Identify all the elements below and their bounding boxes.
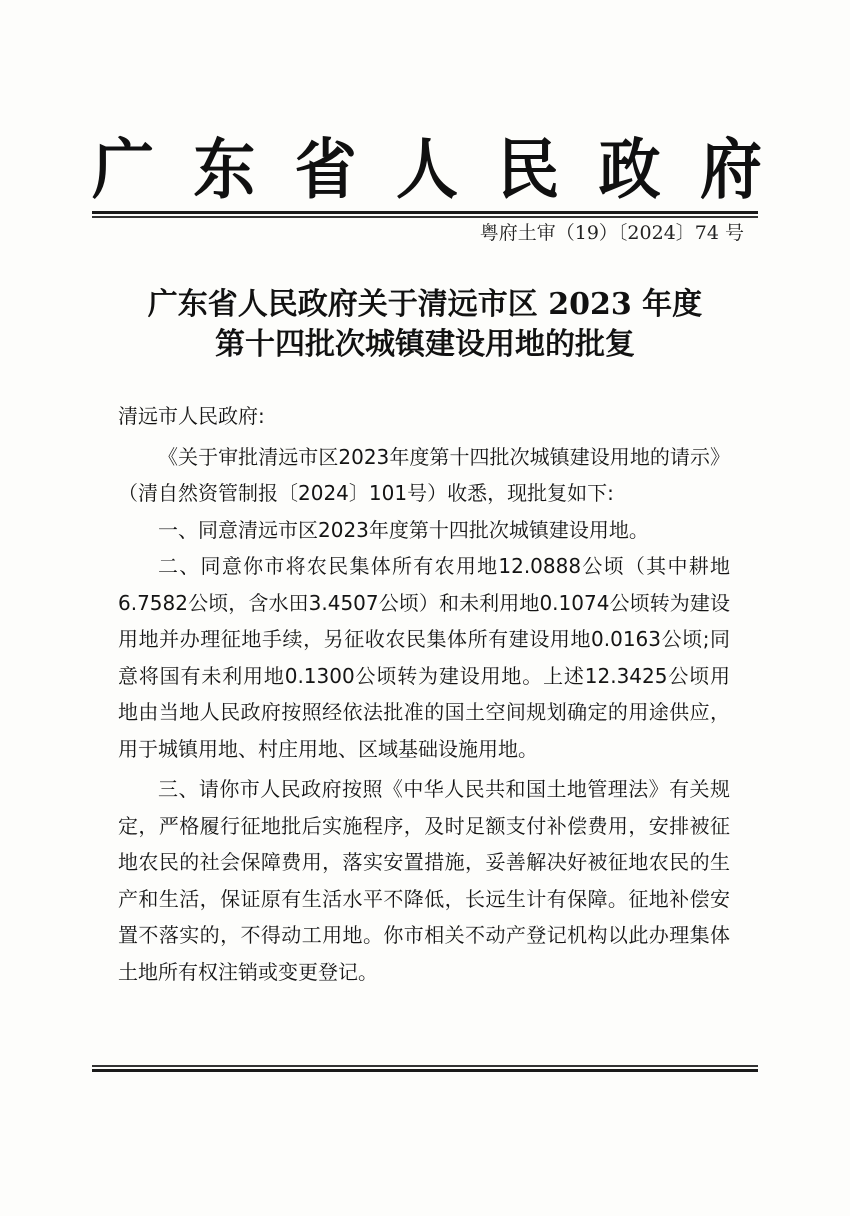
document-title	[90, 285, 760, 365]
document-title-line-2: 第十四批次城镇建设用地的批复	[215, 327, 635, 362]
body-paragraph: 《关于审批清远市区2023年度第十四批次城镇建设用地的请示》（清自然资管制报〔2024〕101号）收悉，现批复如下:	[118, 444, 730, 505]
document-title-line-1: 广东省人民政府关于清远市区 2023 年度	[147, 287, 703, 322]
letterhead-char: 府	[699, 131, 762, 208]
header-rule-thick	[92, 211, 758, 214]
letterhead-char: 民	[497, 131, 560, 208]
body-paragraph: 二、同意你市将农民集体所有农用地12.0888公顷（其中耕地6.7582公顷，含水田3.4507公顷）和未利用地0.1074公顷转为建设用地并办理征地手续，另征收农民集体所有建设用地0.0163公顷;同意将国有未利用地0.1300公顷转为建设用地。上述12.3425公顷用地由当地人民政府按照经依法批准的国土空间规划确定的用途供应，用于城镇用地、村庄用地、区域基础设施用地。	[118, 554, 730, 761]
letterhead-char: 政	[598, 131, 661, 208]
document-number: 粤府土审（19）〔2024〕74 号	[479, 222, 744, 244]
salutation: 清远市人民政府:	[118, 404, 265, 428]
letterhead-char: 人	[395, 131, 458, 208]
letterhead-char: 广	[92, 131, 155, 208]
body-paragraph: 一、同意清远市区2023年度第十四批次城镇建设用地。	[158, 517, 649, 542]
header-rule-thin	[92, 216, 758, 218]
document-body	[118, 398, 730, 990]
letterhead-char: 东	[193, 131, 256, 208]
letterhead-title	[92, 132, 762, 208]
footer-rule-thick	[92, 1069, 758, 1072]
footer-rule-thin	[92, 1065, 758, 1067]
letterhead-char: 省	[294, 131, 357, 208]
body-paragraph: 三、请你市人民政府按照《中华人民共和国土地管理法》有关规定，严格履行征地批后实施程序，及时足额支付补偿费用，安排被征地农民的社会保障费用，落实安置措施，妥善解决好被征地农民的生产和生活，保证原有生活水平不降低，长远生计有保障。征地补偿安置不落实的，不得动工用地。你市相关不动产登记机构以此办理集体土地所有权注销或变更登记。	[118, 777, 730, 984]
